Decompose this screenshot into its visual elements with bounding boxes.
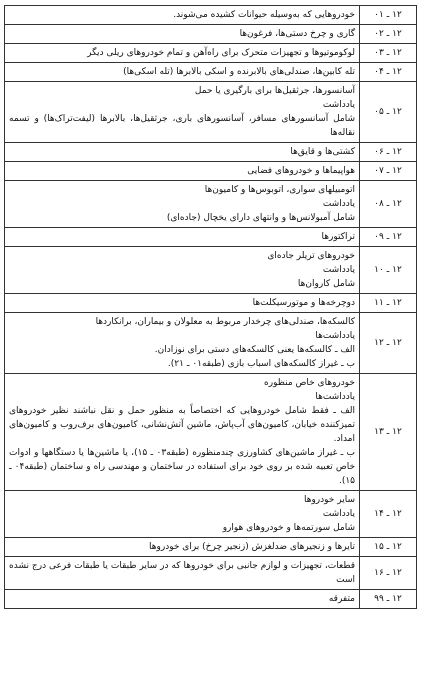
class-description [5, 25, 360, 44]
table-row [5, 228, 417, 247]
table-row [5, 162, 417, 181]
description-line: خودروهای تریلر جاده‌ای [267, 251, 355, 261]
note-text: ب ـ غیراز ماشین‌های کشاورزی چندمنظوره (طبقه۰۳ ـ ۱۵)، یا ماشین‌ها یا دستگاهها و ادوات خاص تعبیه شده بر روی خود برای استفاده در ساختمان و مهندسی راه و ساختمان (طبقه۰۴ ـ ۱۵). [9, 448, 356, 486]
class-code: ۱۲ ـ ۱۳ [360, 374, 417, 491]
note-text: شامل آسانسورهای مسافر، آسانسورهای باری، جرثقیل‌ها، بالابرها (لیفت‌تراک‌ها) و تسمه نقاله‌ها [9, 114, 355, 138]
class-description [5, 181, 360, 228]
description-line: لوکوموتیوها و تجهیزات متحرک برای راه‌آهن و تمام خودروهای ریلی دیگر [87, 48, 355, 58]
table-row [5, 63, 417, 82]
class-code: ۱۲ ـ ۰۸ [360, 181, 417, 228]
class-code: ۱۲ ـ ۱۲ [360, 313, 417, 374]
class-description [5, 44, 360, 63]
description-line: متفرقه [328, 594, 355, 604]
table-row [5, 6, 417, 25]
note-heading: یادداشت [322, 265, 355, 275]
class-description [5, 228, 360, 247]
table-row [5, 491, 417, 538]
class-description [5, 374, 360, 491]
class-description [5, 557, 360, 590]
note-heading: یادداشت [322, 509, 355, 519]
class-code: ۱۲ ـ ۰۱ [360, 6, 417, 25]
note-heading: یادداشت [322, 100, 355, 110]
class-description [5, 590, 360, 609]
table-row [5, 538, 417, 557]
description-line: گاری و چرخ دستی‌ها، فرغون‌ها [239, 29, 355, 39]
class-code: ۱۲ ـ ۱۶ [360, 557, 417, 590]
note-text: شامل آمبولانس‌ها و وانتهای دارای یخچال (جاده‌ای) [166, 213, 355, 223]
table-row [5, 25, 417, 44]
table-row [5, 294, 417, 313]
description-line: قطعات، تجهیزات و لوازم جانبی برای خودروها که در سایر طبقات یا طبقات فرعی درج نشده است [9, 561, 355, 585]
table-row [5, 557, 417, 590]
description-line: سایر خودروها [303, 495, 355, 505]
table-row [5, 82, 417, 143]
description-line: تراکتورها [321, 232, 355, 242]
class-description [5, 143, 360, 162]
table-row [5, 44, 417, 63]
table-row [5, 313, 417, 374]
description-line: کشتی‌ها و قایق‌ها [290, 147, 355, 157]
class-description [5, 82, 360, 143]
class-code: ۱۲ ـ ۰۶ [360, 143, 417, 162]
note-text: شامل سورتمه‌ها و خودروهای هوارو [222, 523, 355, 533]
table-row [5, 590, 417, 609]
description-line: تایرها و زنجیرهای ضدلغزش (زنجیر چرخ) برای خودروها [149, 542, 355, 552]
class-description [5, 313, 360, 374]
description-line: خودروهای خاص منظوره [264, 378, 355, 388]
class-description [5, 247, 360, 294]
description-line: تله کابین‌ها، صندلی‌های بالابرنده و اسکی بالابرها (تله اسکی‌ها) [123, 67, 355, 77]
class-description [5, 491, 360, 538]
table-row [5, 374, 417, 491]
note-heading: یادداشت‌ها [315, 392, 355, 402]
note-heading: یادداشت‌ها [315, 331, 355, 341]
description-line: اتومبیلهای سواری، اتوبوس‌ها و کامیون‌ها [204, 185, 355, 195]
description-line: آسانسورها، جرثقیل‌ها برای بارگیری یا حمل [194, 86, 355, 96]
note-text: الف ـ فقط شامل خودروهایی که اختصاصاً به منظور حمل و نقل نباشند نظیر خودروهای تمیزکننده خیابان، کامیون‌های آب‌پاش، ماشین آتش‌نشانی، کامیون‌های برف‌روب و کامیون‌های امداد. [9, 406, 355, 444]
class-description [5, 63, 360, 82]
classification-table-container [4, 5, 417, 609]
class-code: ۱۲ ـ ۱۴ [360, 491, 417, 538]
classification-table [4, 5, 417, 609]
class-description [5, 538, 360, 557]
note-text: ب ـ غیراز کالسکه‌های اسباب بازی (طبقه۰۱ ـ ۲۱). [167, 359, 355, 369]
table-row [5, 247, 417, 294]
class-code: ۱۲ ـ ۱۵ [360, 538, 417, 557]
class-code: ۱۲ ـ ۰۷ [360, 162, 417, 181]
description-line: دوچرخه‌ها و موتورسیکلت‌ها [252, 298, 355, 308]
class-code: ۱۲ ـ ۰۵ [360, 82, 417, 143]
class-code: ۱۲ ـ ۹۹ [360, 590, 417, 609]
description-line: هواپیماها و خودروهای فضایی [247, 166, 355, 176]
class-code: ۱۲ ـ ۱۱ [360, 294, 417, 313]
class-code: ۱۲ ـ ۰۴ [360, 63, 417, 82]
class-description [5, 162, 360, 181]
class-code: ۱۲ ـ ۰۹ [360, 228, 417, 247]
table-row [5, 143, 417, 162]
note-text: شامل کاروان‌ها [297, 279, 355, 289]
class-code: ۱۲ ـ ۱۰ [360, 247, 417, 294]
description-line: کالسکه‌ها، صندلی‌های چرخدار مربوط به معلولان و بیماران، برانکاردها [95, 317, 355, 327]
class-code: ۱۲ ـ ۰۲ [360, 25, 417, 44]
note-text: الف ـ کالسکه‌ها یعنی کالسکه‌های دستی برای نوزادان. [154, 345, 355, 355]
class-code: ۱۲ ـ ۰۳ [360, 44, 417, 63]
class-description [5, 6, 360, 25]
description-line: خودروهایی که به‌وسیله حیوانات کشیده می‌شوند. [173, 10, 355, 20]
note-heading: یادداشت [322, 199, 355, 209]
table-row [5, 181, 417, 228]
class-description [5, 294, 360, 313]
